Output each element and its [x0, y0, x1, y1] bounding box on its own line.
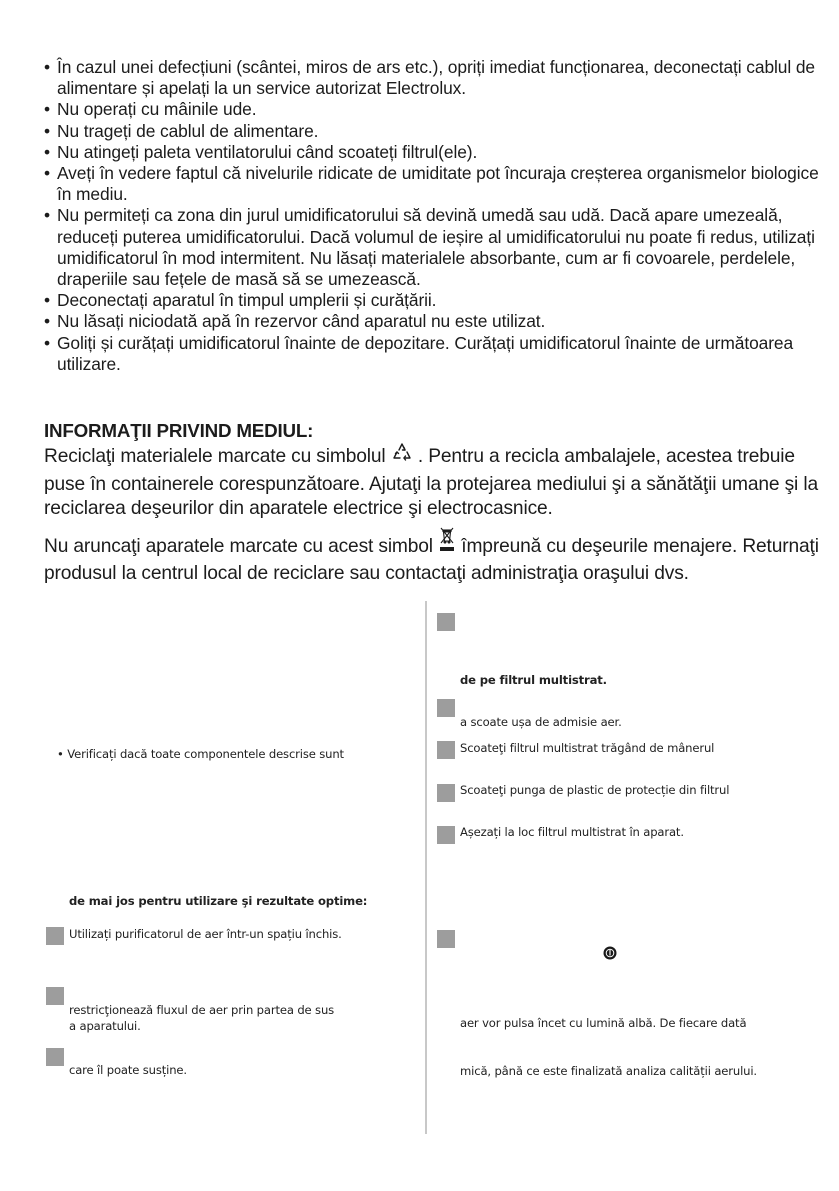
- marker-square: [437, 784, 455, 802]
- marker-square: [46, 1048, 64, 1066]
- safety-item: • Nu permiteți ca zona din jurul umidificatorului să devină umedă sau udă. Dacă apare umezeală, reduceți puterea umidificatorului. Dacă volumul de ieșire al umidificatorului nu poate fi redus, utilizați umidificatorul în mod intermitent. Nu lăsați materialele absorbante, cum ar fi covoarele, perdelele, draperiile sau fețele de masă să se umezească.: [44, 205, 824, 290]
- weee-text-after: împreună cu deşeurile menajere. Returnaţi produsul la centrul local de reciclare sau contactaţi administraţia oraşului dvs.: [44, 536, 819, 584]
- recycle-paragraph: [44, 441, 824, 522]
- safety-item: • Nu operați cu mâinile ude.: [44, 99, 824, 120]
- tip-airflow-line1: restricţionează fluxul de aer prin partea de sus: [69, 1003, 335, 1017]
- safety-item: • În cazul unei defecțiuni (scântei, miros de ars etc.), opriți imediat funcționarea, deconectați cablul de alimentare și apelați la un service autorizat Electrolux.: [44, 57, 824, 99]
- marker-square: [437, 826, 455, 844]
- safety-item: • Nu atingeți paleta ventilatorului când scoateți filtrul(ele).: [44, 142, 824, 163]
- check-components-bullet: • Verificați dacă toate componentele descrise sunt: [57, 747, 344, 761]
- safety-item: • Nu trageți de cablul de alimentare.: [44, 121, 824, 142]
- safety-item: • Deconectați aparatul în timpul umplerii și curățării.: [44, 290, 824, 311]
- tip-airflow-line2: a aparatului.: [69, 1019, 141, 1033]
- air-quality-analysis-text: mică, până ce este finalizată analiza calității aerului.: [460, 1064, 757, 1078]
- marker-square: [437, 613, 455, 631]
- step-reinsert-filter: Așezați la loc filtrul multistrat în aparat.: [460, 825, 684, 839]
- marker-square: [437, 699, 455, 717]
- weee-crossed-bin-icon: [438, 526, 456, 562]
- recycle-text-before: Reciclaţi materialele marcate cu simbolul: [44, 446, 391, 467]
- marker-square: [437, 930, 455, 948]
- marker-square: [437, 741, 455, 759]
- column-divider: [425, 601, 427, 1134]
- environment-heading: INFORMAŢII PRIVIND MEDIUL:: [44, 420, 314, 441]
- step-filter-bold: de pe filtrul multistrat.: [460, 673, 607, 687]
- marker-square: [46, 987, 64, 1005]
- power-button-icon: [603, 946, 617, 960]
- weee-paragraph: [44, 526, 824, 586]
- step-pull-filter: Scoateţi filtrul multistrat trăgând de mânerul: [460, 741, 715, 755]
- safety-instructions-list: [44, 57, 824, 375]
- recycle-text-after: . Pentru a recicla ambalajele, acestea trebuie puse în containerele corespunzătoare. Ajutaţi la protejarea mediului şi a sănătăţii umane şi la reciclarea deşeurilor din aparatele electrice şi electrocasnice.: [44, 446, 818, 519]
- recycle-icon: [391, 441, 413, 473]
- weee-text-before: Nu aruncaţi aparatele marcate cu acest simbol: [44, 536, 439, 557]
- marker-square: [46, 927, 64, 945]
- step-remove-plastic-bag: Scoateţi punga de plastic de protecție din filtrul: [460, 783, 730, 797]
- led-pulse-text: aer vor pulsa încet cu lumină albă. De fiecare dată: [460, 1016, 747, 1030]
- safety-item: • Nu lăsați niciodată apă în rezervor când aparatul nu este utilizat.: [44, 311, 824, 332]
- tip-support-surface: care îl poate susține.: [69, 1063, 187, 1077]
- step-remove-intake-door: a scoate ușa de admisie aer.: [460, 715, 622, 729]
- safety-item: • Aveți în vedere faptul că nivelurile ridicate de umiditate pot încuraja creșterea organismelor biologice în mediu.: [44, 163, 824, 205]
- safety-item: • Goliți și curățați umidificatorul înainte de depozitare. Curățați umidificatorul înainte de următoarea utilizare.: [44, 333, 824, 375]
- tips-heading: de mai jos pentru utilizare şi rezultate optime:: [69, 894, 368, 908]
- tip-closed-space: Utilizați purificatorul de aer într-un spațiu închis.: [69, 927, 342, 941]
